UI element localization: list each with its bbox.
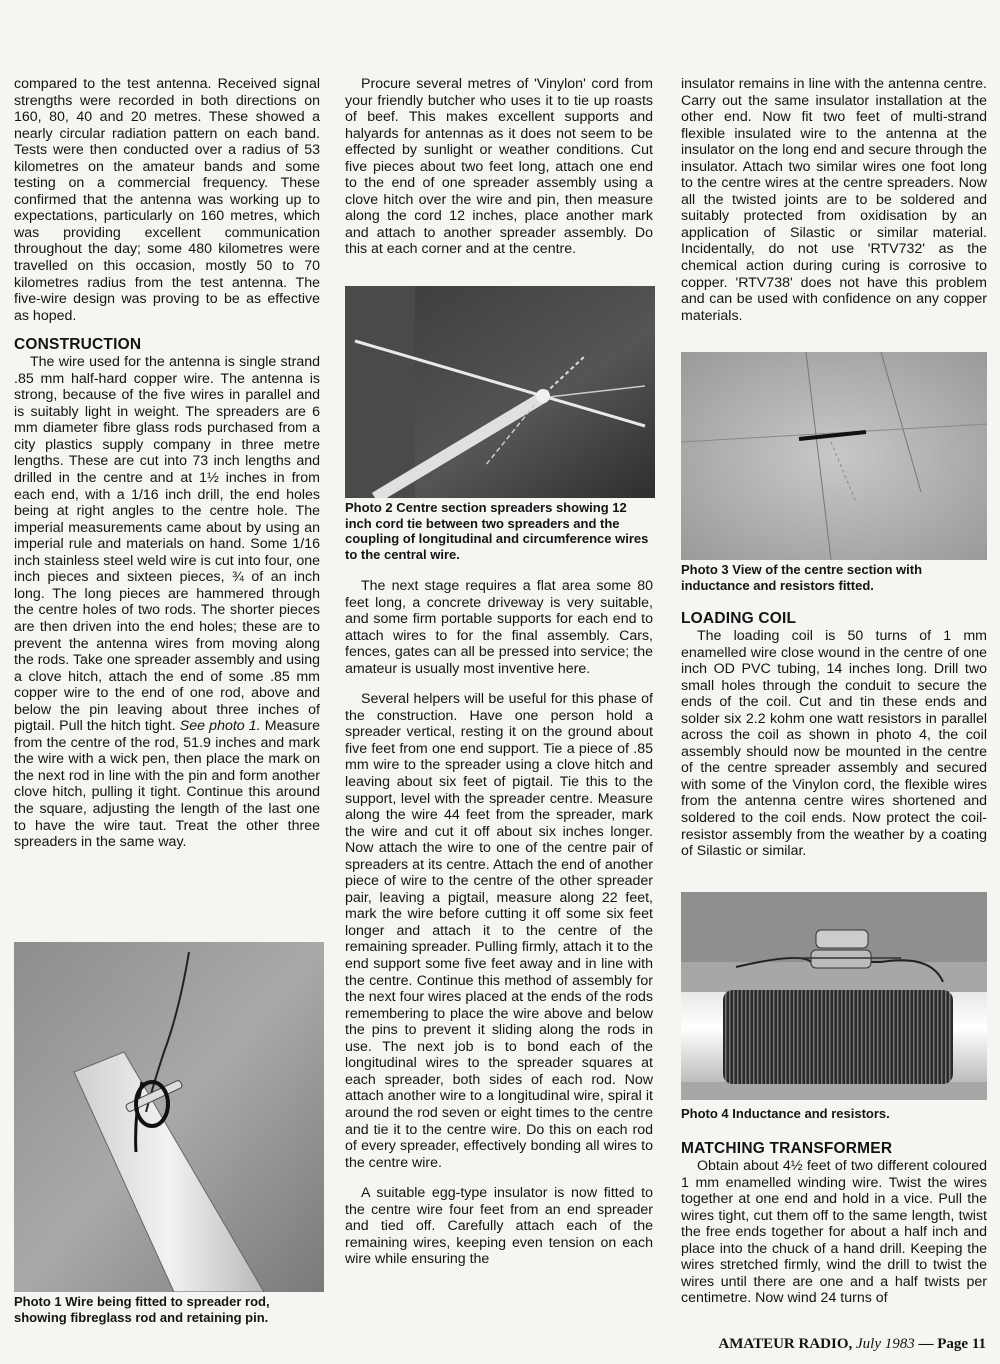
photo-4-caption: Photo 4 Inductance and resistors. bbox=[681, 1106, 890, 1121]
issue-date: July 1983 bbox=[856, 1336, 915, 1352]
photo-1 bbox=[14, 942, 324, 1292]
paragraph: The loading coil is 50 turns of 1 mm enamelled wire close wound in the centre of one inch OD PVC tubing, 14 inches long. Drill two small holes through the conduit to secure the ends of the coil. Cut and tin these ends and solder six 2.2 kohm one watt resistors in parallel across the coil as shown in photo 4, the coil assembly should now be mounted in the centre of the centre spreader assembly and secured with some of the Vinylon cord, the flexible wires from the antenna centre wires shortened and soldered to the coil ends. Now protect the coil-resistor assembly from the weather by a coating of Silastic or similar. bbox=[681, 628, 987, 860]
magazine-name: AMATEUR RADIO, bbox=[718, 1336, 853, 1352]
photo-3-caption: Photo 3 View of the centre section with inductance and resistors fitted. bbox=[681, 562, 923, 593]
text-run: Measure from the centre of the rod, 51.9 inches and mark the wire with a wick pen, then place the mark on the next rod in line with the pin and form another clove hitch, pulling it tight. Continue this around the square, adjusting the length of the last one to have the wire taut. Treat the other three spreaders in the same way. bbox=[14, 718, 320, 851]
column-2-lower bbox=[345, 578, 653, 1268]
paragraph: Procure several metres of 'Vinylon' cord from your friendly butcher who uses it to tie up roasts of beef. This makes excellent supports and halyards for antennas as it does not seem to be effected by sunlight or weather conditions. Cut five pieces about two feet long, attach one end to the end of one spreader assembly using a clove hitch over the wire and pin, then measure along the cord 12 inches, place another mark and attach to another spreader assembly. Do this at each corner and at the centre. bbox=[345, 76, 653, 258]
column-1 bbox=[14, 76, 320, 851]
paragraph: A suitable egg-type insulator is now fitted to the centre wire four feet from an end spreader and tied off. Carefully attach each of the remaining wires, keeping even tension on each wire while ensuring the bbox=[345, 1185, 653, 1268]
photo-4 bbox=[681, 892, 987, 1100]
column-3-middle bbox=[681, 596, 987, 860]
photo-reference: See photo 1. bbox=[179, 718, 261, 735]
paragraph: insulator remains in line with the antenna centre. Carry out the same insulator installation at the other end. Now fit two feet of multi-strand flexible insulated wire to the antenna at the insulator on the long end and secure through the insulator. Attach two similar wires one foot long to the centre wires at the centre spreaders. Now all the twisted joints are to be soldered and suitably protected from oxidisation by an application of Silastic or similar material. Incidentally, do not use 'RTV732' as the chemical action during curing is corrosive to copper. 'RTV738' does not have this problem and can be used with confidence on any copper materials. bbox=[681, 76, 987, 324]
paragraph bbox=[14, 354, 320, 850]
text-run: The wire used for the antenna is single strand .85 mm half-hard copper wire. The antenna is strong, because of the five wires in parallel and is suitably light in weight. The spreaders are 6 mm diameter fibre glass rods purchased from a city plastics supply company in three metre lengths. These are cut into 73 inch lengths and drilled in the centre and at 1½ inches in from each end, with a 1/16 inch drill, the end holes being at right angles to the centre hole. The imperial measurements came about by using an imperial rule and materials on hand. Some 1/16 inch stainless steel weld wire is cut into four, one inch pieces and sixteen pieces, ¾ of an inch long. The long pieces are hammered through the centre holes of two rods. The shorter pieces are then driven into the end holes; these are to prevent the antenna wires from moving along the rods. Take one spreader assembly and using a clove hitch, attach the end of some .85 mm copper wire to the end of one rod, above and below the pin leaving about three inches of pigtail. Pull the hitch tight. bbox=[14, 354, 320, 735]
photo-1-caption: Photo 1 Wire being fitted to spreader rod, showing fibreglass rod and retaining pin. bbox=[14, 1294, 270, 1325]
section-heading-loading-coil: LOADING COIL bbox=[681, 610, 797, 627]
column-3 bbox=[681, 76, 987, 324]
photo-3 bbox=[681, 352, 987, 560]
section-heading-matching-transformer: MATCHING TRANSFORMER bbox=[681, 1140, 893, 1157]
paragraph: Obtain about 4½ feet of two different coloured 1 mm enamelled winding wire. Twist the wires together at one end and hold in a vice. Pull the wires tight, cut them off to the same length, twist the free ends together for about a half inch and place into the chuck of a hand drill. Keeping the wires stretched firmly, wind the drill to twist the wires until there are one and a half twists per centimetre. Now wind 24 turns of bbox=[681, 1158, 987, 1307]
paragraph: The next stage requires a flat area some 80 feet long, a concrete driveway is very suitable, and some firm portable supports for each end to attach wires to for the final assembly. Cars, fences, gates can all be pressed into service; the amateur is usually most inventive here. bbox=[345, 578, 653, 677]
column-2 bbox=[345, 76, 653, 258]
section-heading-construction: CONSTRUCTION bbox=[14, 336, 142, 354]
paragraph: Several helpers will be useful for this phase of the construction. Have one person hold a spreader vertical, resting it on the ground about five feet from one end support. Tie a piece of .85 mm wire to the spreader using a clove hitch and leaving about six feet of pigtail. Tie this to the support, level with the spreader centre. Measure along the wire 44 feet from the spreader, mark the wire and cut it off about six inches longer. Now attach the wire to one of the centre pair of spreaders at its centre. Attach the end of another piece of wire to the centre of the other spreader pair, leaving a pigtail, measure along 22 feet, mark the wire before cutting it off some six feet longer and attach it to the centre of the remaining spreader. Pulling firmly, attach it to the end support some five feet away and in line with the centre. Continue this method of assembly for the next four wires placed at the ends of the rods remembering to place the wire above and below the pins to prevent it sliding along the rods in use. The next job is to bond each of the longitudinal wires to the spreader squares at each spreader, both sides of each rod. Now attach another wire to a longitudinal wire, spiral it around the rod seven or eight times to the centre and tie it to the centre wire. Do this on each rod of every spreader, effectively bonding all wires to the centre wire. bbox=[345, 691, 653, 1171]
photo-2-caption: Photo 2 Centre section spreaders showing 12 inch cord tie between two spreaders and the coupling of longitudinal and circumference wires to the central wire. bbox=[345, 500, 649, 562]
page-number: — Page 11 bbox=[918, 1336, 986, 1352]
photo-2 bbox=[345, 286, 655, 498]
page-footer bbox=[718, 1336, 986, 1353]
column-3-lower bbox=[681, 1128, 987, 1307]
paragraph: compared to the test antenna. Received signal strengths were recorded in both directions on 160, 80, 40 and 20 metres. These showed a nearly circular radiation pattern on each band. Tests were then conducted over a radius of 53 kilometres on the amateur bands and some testing on a commercial frequency. These confirmed that the antenna was working up to expectations, particularly on 160 metres, which was providing excellent communication throughout the day; some 480 kilometres were travelled on this occasion, mostly 50 to 70 kilometres radius from the test antenna. The five-wire design was proving to be as effective as hoped. bbox=[14, 76, 320, 324]
